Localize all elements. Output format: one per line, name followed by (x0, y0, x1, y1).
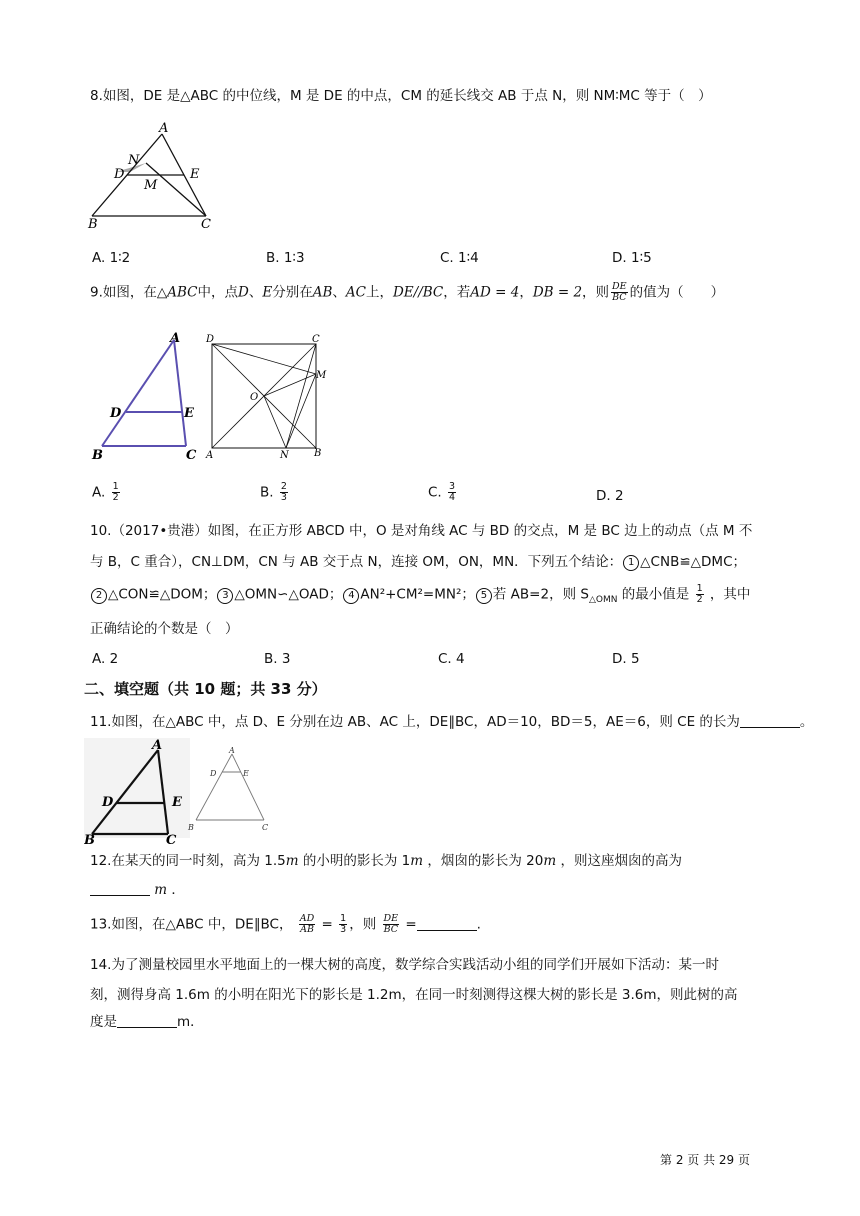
question-10-line3: 2 △CON≌△DOM； 3 △OMN∽△OAD； 4 AN²+CM²=MN²； 5 若 AB=2，则 $S_{\triangle OMN}$ 的最小值是 $\frac{1}{2}$ ，其中 (90, 584, 750, 610)
answer-blank-12[interactable] (90, 881, 150, 896)
label-M: M (144, 178, 158, 193)
q8-option-c[interactable]: C. 1∶4 (440, 250, 479, 266)
label-B: B (314, 448, 322, 459)
answer-blank-14[interactable] (117, 1013, 177, 1028)
label-O: O (250, 392, 259, 403)
answer-blank-13[interactable] (417, 916, 477, 931)
q9-option-d[interactable]: D. 2 (596, 488, 624, 504)
q8-option-a[interactable]: A. 1∶2 (92, 250, 131, 266)
figure-q9-square (200, 330, 340, 462)
question-14-line1: 14.为了测量校园里水平地面上的一棵大树的高度，数学综合实践活动小组的同学们开展如下活动：某一时 (90, 957, 719, 973)
label-B: B (92, 448, 103, 462)
label-M: M (316, 370, 327, 381)
q8-option-d[interactable]: D. 1∶5 (612, 250, 652, 266)
q10-option-a[interactable]: A. 2 (92, 651, 119, 667)
label-B: B (188, 823, 194, 832)
label-C: C (201, 217, 211, 230)
label-B: B (88, 217, 98, 230)
label-C: C (262, 823, 269, 832)
label-D: D (206, 334, 215, 345)
q10-option-b[interactable]: B. 3 (264, 651, 291, 667)
label-E: E (172, 795, 182, 810)
label-C: C (312, 334, 320, 345)
question-10-line4: 正确结论的个数是（ ） (90, 621, 239, 637)
q10-option-d[interactable]: D. 5 (612, 651, 640, 667)
q10-option-c[interactable]: C. 4 (438, 651, 465, 667)
label-B: B (84, 833, 95, 846)
question-14-line2: 刻，测得身高 1.6m 的小明在阳光下的影长是 1.2m，在同一时刻测得这棵大树的影长是 3.6m，则此树的高 (90, 987, 738, 1003)
q8-option-b[interactable]: B. 1∶3 (266, 250, 305, 266)
label-E: E (243, 769, 249, 778)
figure-q11-triangle-small (184, 744, 280, 836)
section-2-heading: 二、填空题（共 10 题；共 33 分） (84, 680, 327, 698)
label-A: A (152, 738, 163, 753)
question-11-text: 11.如图，在△ABC 中，点 D、E 分别在边 AB、AC 上，DE∥BC，AD＝10，BD＝5，AE＝6，则 CE 的长为 。 (90, 714, 814, 730)
label-A: A (229, 746, 235, 755)
label-D: D (210, 769, 217, 778)
label-N: N (128, 153, 140, 168)
question-12-line2: m ． (90, 880, 185, 900)
figure-q11-triangle-large (84, 736, 194, 846)
label-A: A (170, 331, 181, 346)
page-number: 第 2 页 共 29 页 (660, 1153, 750, 1167)
label-E: E (190, 167, 200, 182)
label-E: E (184, 406, 194, 421)
question-8-text: 8.如图，DE 是△ABC 的中位线，M 是 DE 的中点，CM 的延长线交 AB 于点 N，则 NM∶MC 等于（ ） (90, 88, 712, 104)
question-9-text: 9.如图，在△ABC中，点D、E分别在AB、AC上，DE//BC，若AD = 4，DB = 2，则 $\frac{DE}{BC}$ 的值为（ ） (90, 281, 725, 303)
figure-q9-triangle (86, 328, 206, 462)
q9-option-b[interactable]: B. $\frac{2}{3}$ (260, 481, 287, 503)
label-D: D (102, 795, 114, 810)
label-D: D (110, 406, 122, 421)
figure-q8-triangle (84, 120, 224, 230)
label-C: C (186, 448, 197, 462)
question-14-line3: 度是 m． (90, 1014, 204, 1030)
label-D: D (114, 167, 125, 182)
label-N: N (280, 450, 289, 461)
question-12-line1: 12.在某天的同一时刻，高为 1.5m 的小明的影长为 1m ，烟囱的影长为 20m ，则这座烟囱的高为 (90, 853, 682, 869)
label-C: C (166, 833, 177, 846)
question-13-text: 13.如图，在△ABC 中，DE∥BC， $\frac{AD}{AB}$ = $\frac{1}{3}$ ，则 $\frac{DE}{BC}$ = . (90, 913, 481, 935)
label-A: A (159, 121, 169, 136)
question-10-line2: 与 B，C 重合），CN⊥DM，CN 与 AB 交于点 N，连接 OM，ON，MN．下列五个结论： 1 △CNB≌△DMC； (90, 554, 747, 570)
q9-option-a[interactable]: A. $\frac{1}{2}$ (92, 481, 119, 503)
answer-blank-11[interactable] (740, 713, 800, 728)
q9-option-c[interactable]: C. $\frac{3}{4}$ (428, 481, 456, 503)
label-A: A (206, 450, 214, 461)
question-10-line1: 10.（2017•贵港）如图，在正方形 ABCD 中，O 是对角线 AC 与 BD 的交点，M 是 BC 边上的动点（点 M 不 (90, 523, 753, 539)
